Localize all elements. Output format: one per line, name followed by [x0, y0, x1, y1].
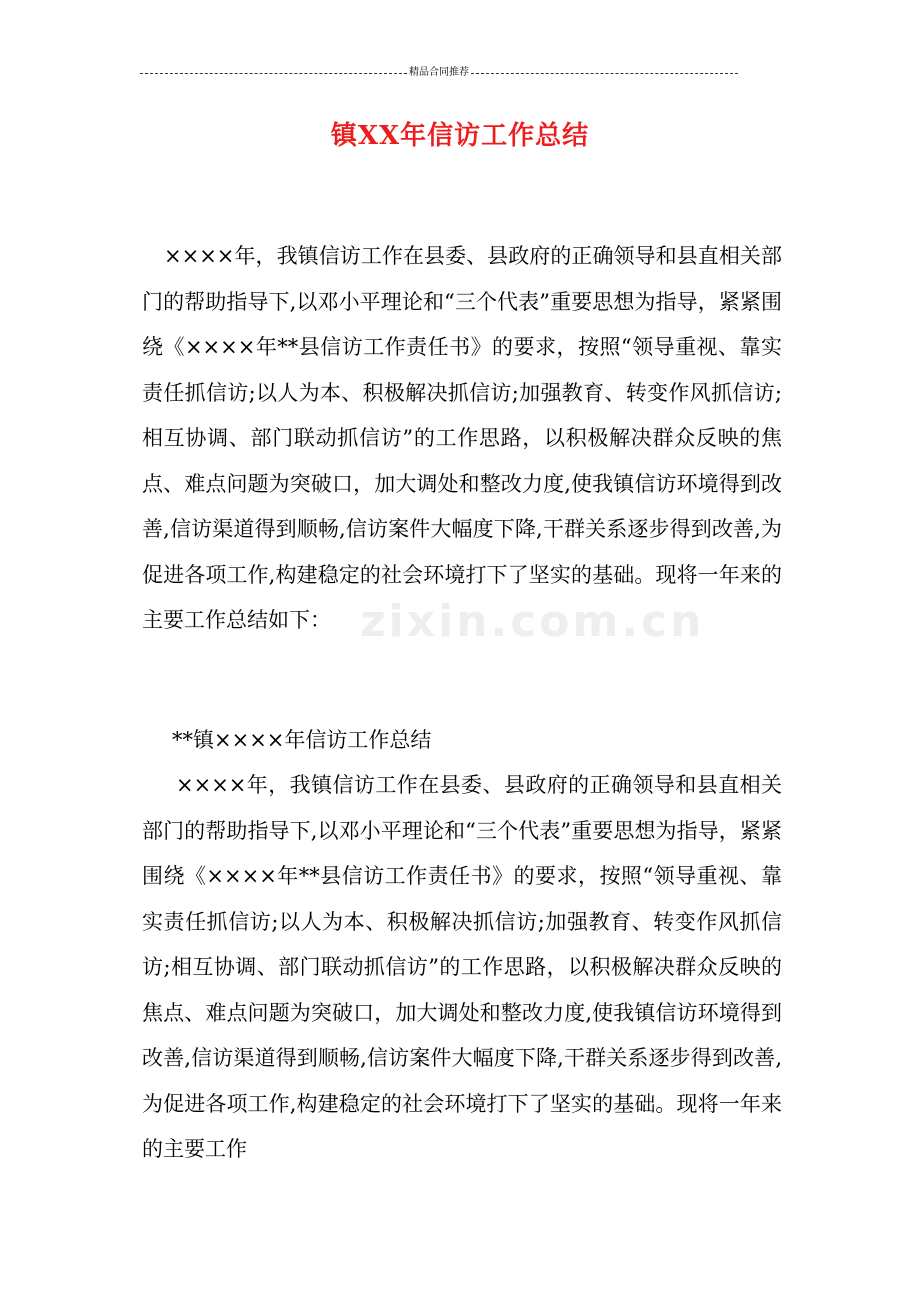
body-paragraph-1	[142, 234, 782, 644]
paragraph-2-text: ××××年，我镇信访工作在县委、县政府的正确领导和县直相关部门的帮助指导下,以邓小平理论和“三个代表”重要思想为指导，紧紧围绕《××××年**县信访工作责任书》的要求，按照“领导重视、靠实责任抓信访;以人为本、积极解决抓信访;加强教育、转变作风抓信访;相互协调、部门联动抓信访”的工作思路，以积极解决群众反映的焦点、难点问题为突破口，加大调处和整改力度,使我镇信访环境得到改善,信访渠道得到顺畅,信访案件大幅度下降,干群关系逐步得到改善,为促进各项工作,构建稳定的社会环境打下了坚实的基础。现将一年来的主要工作	[142, 773, 782, 1161]
header-dash-left	[140, 73, 407, 74]
watermark: zixin.com.cn	[360, 596, 705, 647]
header-label: 精品合同推荐	[409, 67, 469, 78]
paragraph-1-text: ××××年，我镇信访工作在县委、县政府的正确领导和县直相关部门的帮助指导下,以邓小平理论和“三个代表”重要思想为指导，紧紧围绕《××××年**县信访工作责任书》的要求，按照“领导重视、靠实责任抓信访;以人为本、积极解决抓信访;加强教育、转变作风抓信访;相互协调、部门联动抓信访”的工作思路，以积极解决群众反映的焦点、难点问题为突破口，加大调处和整改力度,使我镇信访环境得到改善,信访渠道得到顺畅,信访案件大幅度下降,干群关系逐步得到改善,为促进各项工作,构建稳定的社会环境打下了坚实的基础。现将一年来的主要工作总结如下：	[142, 244, 782, 632]
document-title: 镇XX年信访工作总结	[330, 121, 590, 151]
section-subheading: **镇××××年信访工作总结	[172, 728, 432, 752]
header-divider	[140, 66, 738, 80]
header-dash-right	[471, 73, 738, 74]
body-paragraph-2	[142, 763, 782, 1173]
